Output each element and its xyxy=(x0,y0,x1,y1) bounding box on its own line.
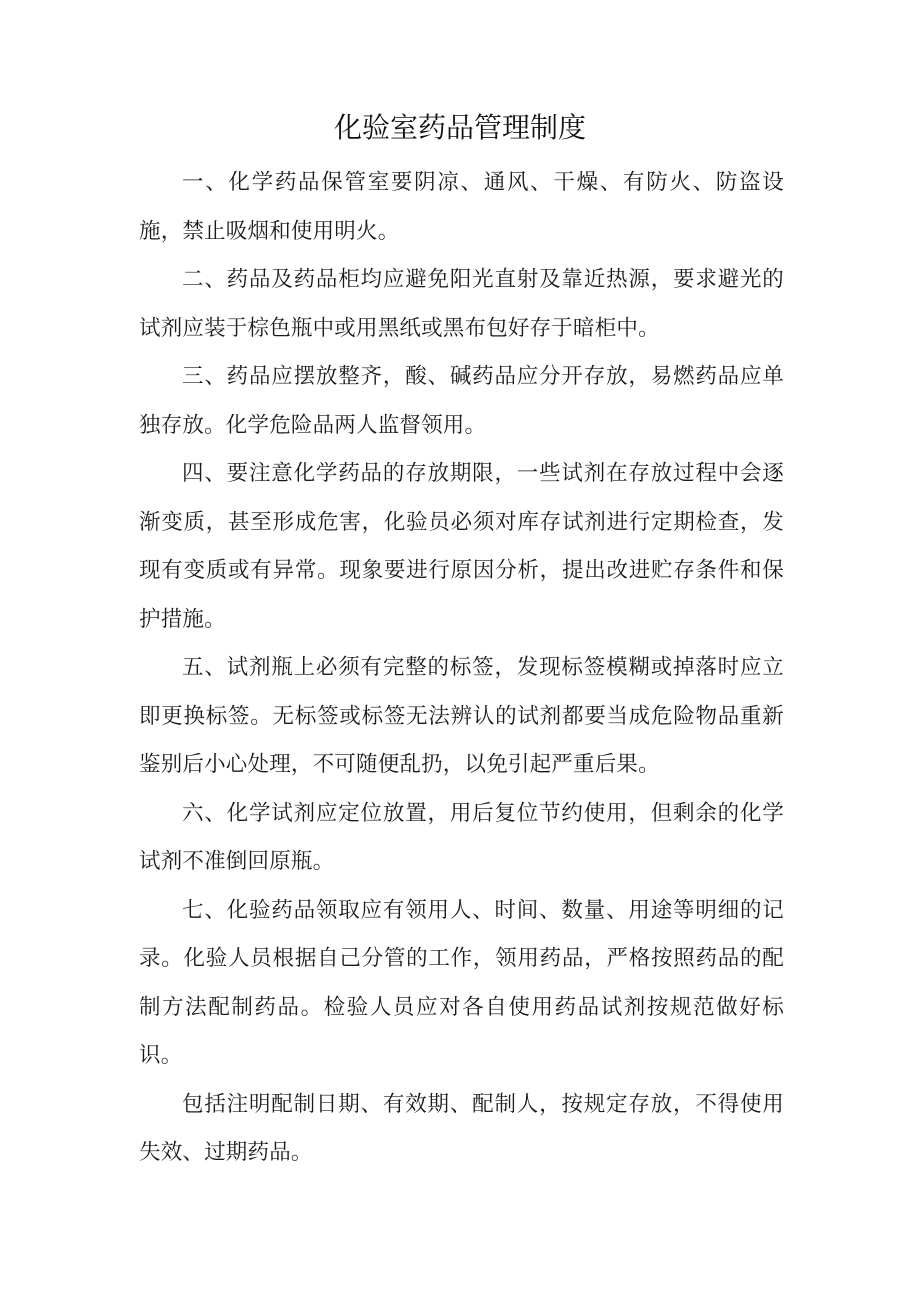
paragraph-2: 二、药品及药品柜均应避免阳光直射及靠近热源，要求避光的试剂应装于棕色瓶中或用黑纸或黑布包好存于暗柜中。 xyxy=(139,267,784,341)
paragraph-5: 五、试剂瓶上必须有完整的标签，发现标签模糊或掉落时应立即更换标签。无标签或标签无法辨认的试剂都要当成危险物品重新鉴别后小心处理，不可随便乱扔，以免引起严重后果。 xyxy=(139,655,784,777)
paragraph-4: 四、要注意化学药品的存放期限，一些试剂在存放过程中会逐渐变质，甚至形成危害，化验员必须对库存试剂进行定期检查，发现有变质或有异常。现象要进行原因分析，提出改进贮存条件和保护措施。 xyxy=(139,461,784,632)
paragraph-8: 包括注明配制日期、有效期、配制人，按规定存放，不得使用失效、过期药品。 xyxy=(139,1091,784,1165)
paragraph-1: 一、化学药品保管室要阴凉、通风、干燥、有防火、防盗设施，禁止吸烟和使用明火。 xyxy=(139,170,784,244)
document-title: 化验室药品管理制度 xyxy=(333,111,586,144)
document-body xyxy=(139,159,784,1178)
paragraph-3: 三、药品应摆放整齐，酸、碱药品应分开存放，易燃药品应单独存放。化学危险品两人监督领用。 xyxy=(139,364,784,438)
paragraph-6: 六、化学试剂应定位放置，用后复位节约使用，但剩余的化学试剂不准倒回原瓶。 xyxy=(139,800,784,874)
paragraph-7: 七、化验药品领取应有领用人、时间、数量、用途等明细的记录。化验人员根据自己分管的工作，领用药品，严格按照药品的配制方法配制药品。检验人员应对各自使用药品试剂按规范做好标识。 xyxy=(139,897,784,1068)
